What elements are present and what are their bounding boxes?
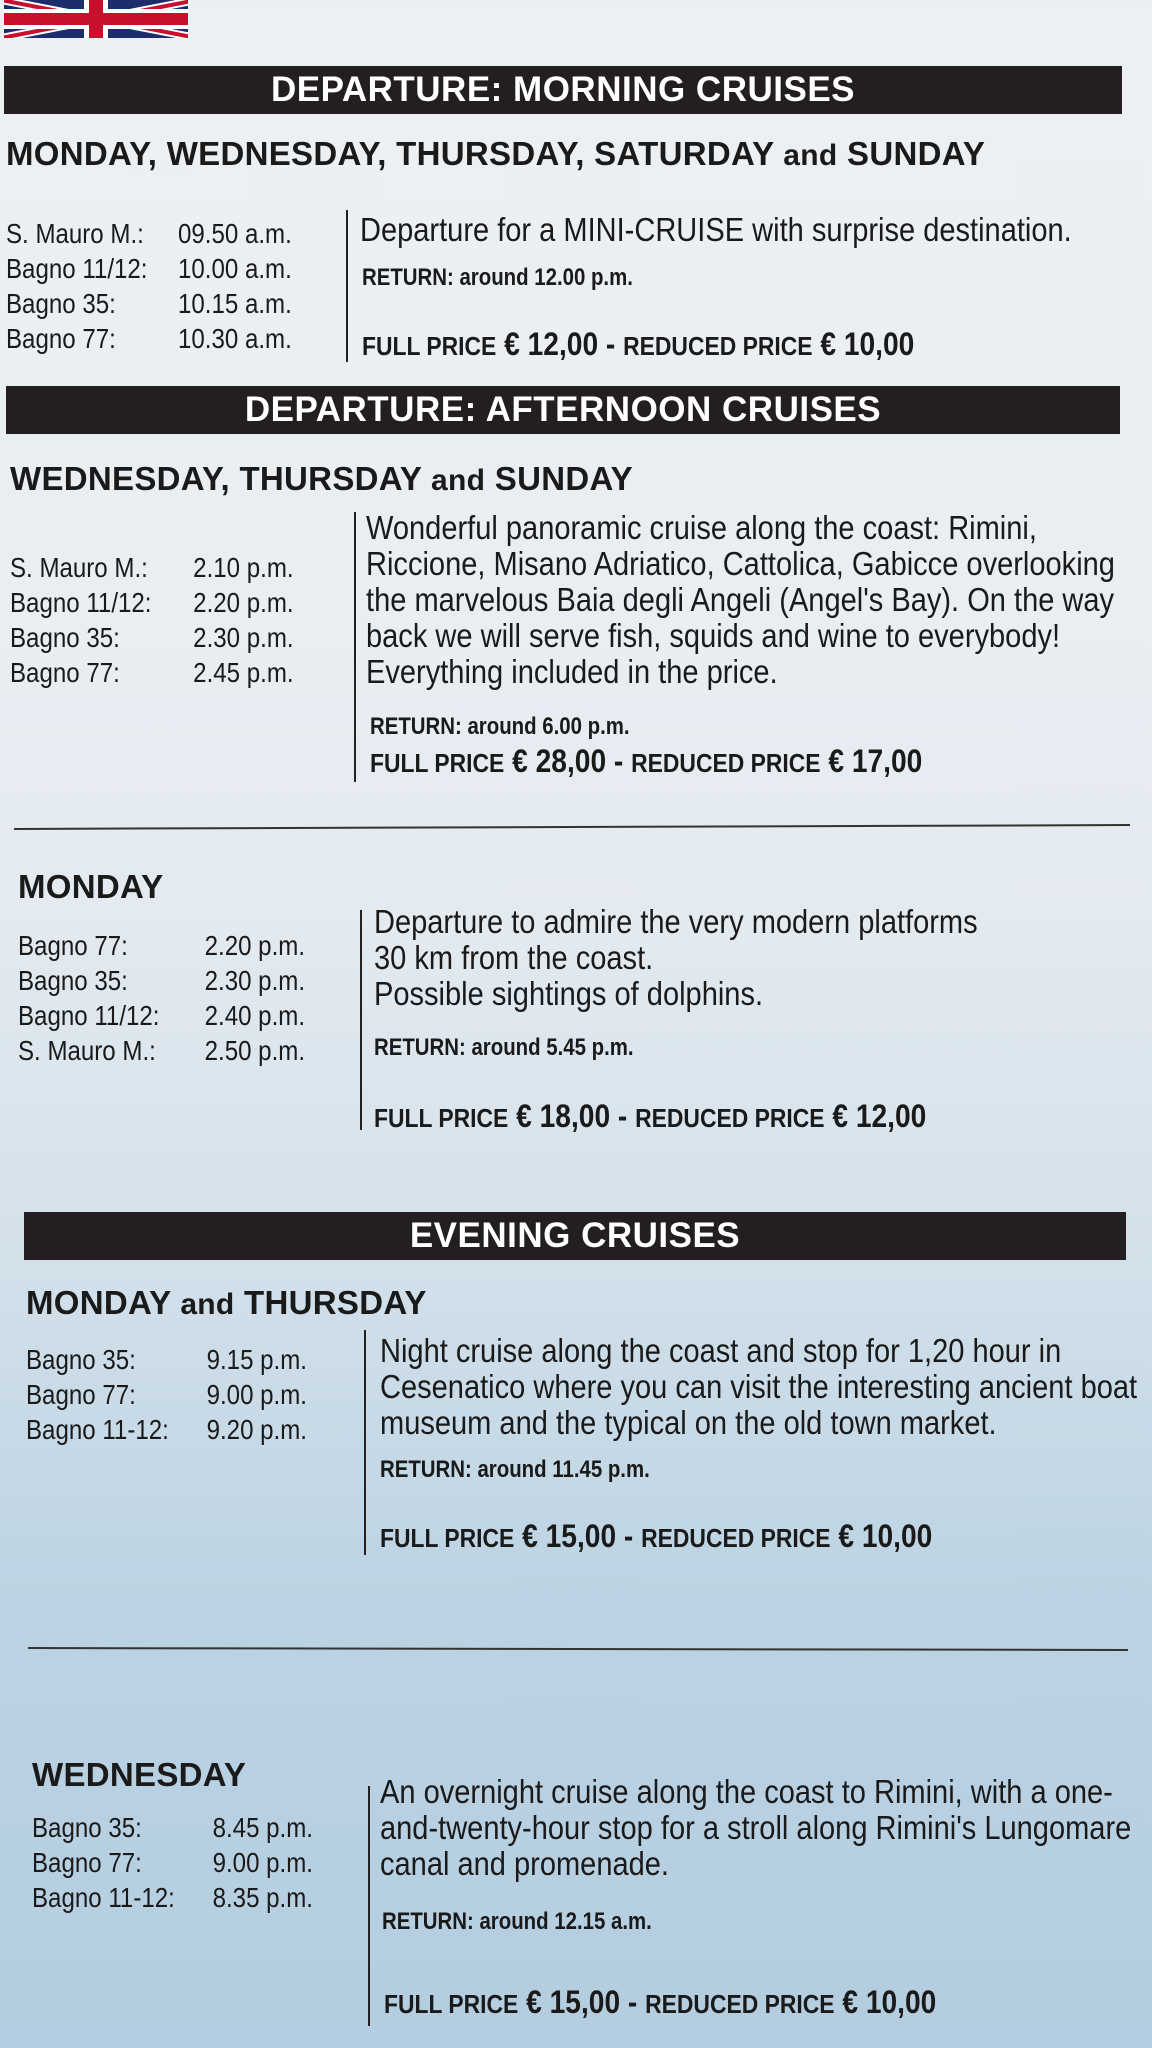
text-segment: MONDAY (18, 868, 164, 905)
text-segment: SUNDAY (847, 135, 986, 172)
stop-time: 2.30 p.m. (204, 965, 306, 996)
stop-row (18, 1035, 315, 1070)
wednesday-description: An overnight cruise along the coast to Rimini, with a one-and-twenty-hour stop for a stroll along Rimini's Lungomare canal and promenade. (380, 1773, 1132, 1882)
stop-time: 9.20 p.m. (206, 1414, 307, 1445)
evening-stops (26, 1344, 318, 1449)
monday-price: FULL PRICE € 18,00 - REDUCED PRICE € 12,00 (374, 1098, 927, 1134)
text-segment: € 15,00 (522, 1518, 617, 1554)
afternoon-return: RETURN: around 6.00 p.m. (370, 713, 630, 740)
stop-place: Bagno 35: (10, 622, 120, 653)
stop-place: Bagno 35: (6, 288, 116, 319)
text-segment: REDUCED PRICE (623, 331, 813, 361)
stop-place: Bagno 11-12: (32, 1882, 175, 1913)
description-line: Departure to admire the very modern platforms (374, 903, 978, 940)
stop-row (18, 1000, 315, 1035)
description-line: 30 km from the coast. (374, 939, 654, 976)
morning-stops (6, 218, 298, 358)
text-segment: WEDNESDAY (32, 1756, 247, 1793)
text-segment: REDUCED PRICE (631, 748, 821, 778)
stop-row (10, 657, 307, 692)
monday-stops (18, 930, 315, 1070)
stop-time: 10.00 a.m. (178, 253, 292, 284)
stop-row (10, 587, 307, 622)
monday-days (18, 868, 163, 906)
text-segment: FULL PRICE (384, 1989, 519, 2019)
text-segment: WEDNESDAY, THURSDAY (10, 460, 422, 497)
text-segment: and (783, 139, 838, 172)
morning-days (6, 135, 985, 173)
afternoon-price: FULL PRICE € 28,00 - REDUCED PRICE € 17,00 (370, 743, 923, 779)
divider (346, 210, 348, 362)
stop-time: 2.40 p.m. (204, 1000, 306, 1031)
stop-time: 8.45 p.m. (212, 1812, 313, 1843)
section-rule (28, 1647, 1128, 1651)
text-segment: FULL PRICE (370, 748, 505, 778)
morning-description: Departure for a MINI-CRUISE with surprise destination. (360, 211, 1072, 248)
text-segment: SUNDAY (494, 460, 633, 497)
stop-time: 10.30 a.m. (178, 323, 292, 354)
stop-place: Bagno 11/12: (18, 1000, 160, 1031)
divider (364, 1330, 366, 1555)
monday-return: RETURN: around 5.45 p.m. (374, 1034, 634, 1061)
stop-place: Bagno 77: (6, 323, 116, 354)
monday-description (374, 904, 1148, 1012)
afternoon-days (10, 460, 633, 498)
stop-place: Bagno 35: (18, 965, 128, 996)
text-segment: MONDAY, WEDNESDAY, THURSDAY, SATURDAY (6, 135, 774, 172)
evening-description: Night cruise along the coast and stop for 1,20 hour in Cesenatico where you can visit the interesting ancient boat museum and the typical on the old town market. (380, 1332, 1138, 1441)
text-segment: € 12,00 (832, 1098, 927, 1134)
morning-banner: DEPARTURE: MORNING CRUISES (4, 66, 1122, 114)
wednesday-return: RETURN: around 12.15 a.m. (382, 1908, 652, 1935)
text-segment: € 10,00 (838, 1518, 933, 1554)
afternoon-stops (10, 552, 307, 692)
stop-time: 2.20 p.m. (204, 930, 306, 961)
text-segment: FULL PRICE (374, 1103, 509, 1133)
stop-time: 2.50 p.m. (204, 1035, 306, 1066)
wednesday-days (32, 1756, 246, 1794)
stop-row (18, 930, 315, 965)
text-segment: € 10,00 (820, 326, 915, 362)
stop-row (18, 965, 315, 1000)
text-segment: FULL PRICE (362, 331, 497, 361)
stop-time: 9.00 p.m. (212, 1847, 313, 1878)
description-line: Possible sightings of dolphins. (374, 975, 764, 1012)
text-segment: € 15,00 (526, 1984, 621, 2020)
stop-row (6, 218, 298, 253)
stop-place: S. Mauro M.: (6, 218, 144, 249)
stop-place: Bagno 77: (10, 657, 120, 688)
stop-place: S. Mauro M.: (10, 552, 148, 583)
stop-row (6, 253, 298, 288)
stop-row (10, 552, 307, 587)
stop-row (32, 1812, 324, 1847)
stop-place: Bagno 35: (32, 1812, 142, 1843)
text-segment: € 10,00 (842, 1984, 937, 2020)
text-segment: REDUCED PRICE (645, 1989, 835, 2019)
stop-time: 9.00 p.m. (206, 1379, 307, 1410)
stop-place: Bagno 77: (18, 930, 128, 961)
text-segment: € 17,00 (828, 743, 923, 779)
text-segment: REDUCED PRICE (641, 1523, 831, 1553)
stop-time: 2.30 p.m. (193, 622, 294, 653)
stop-place: Bagno 77: (26, 1379, 136, 1410)
stop-place: Bagno 11/12: (10, 587, 152, 618)
text-segment: MONDAY (26, 1284, 171, 1321)
text-segment: € 18,00 (516, 1098, 611, 1134)
text-segment: THURSDAY (244, 1284, 427, 1321)
stop-time: 10.15 a.m. (178, 288, 292, 319)
evening-price: FULL PRICE € 15,00 - REDUCED PRICE € 10,00 (380, 1518, 933, 1554)
stop-place: S. Mauro M.: (18, 1035, 156, 1066)
text-segment: € 28,00 (512, 743, 607, 779)
afternoon-description: Wonderful panoramic cruise along the coast: Rimini, Riccione, Misano Adriatico, Cattolica, Gabicce overlooking the marvelous Baia degli Angeli (Angel's Bay). On the way back we will serve fish, squids and wine to everybody! Everything included in the price. (366, 509, 1115, 690)
stop-place: Bagno 35: (26, 1344, 136, 1375)
stop-row (32, 1882, 324, 1917)
stop-time: 8.35 p.m. (212, 1882, 313, 1913)
morning-return: RETURN: around 12.00 p.m. (362, 264, 633, 291)
text-segment: and (180, 1288, 235, 1321)
stop-time: 2.20 p.m. (193, 587, 294, 618)
evening-return: RETURN: around 11.45 p.m. (380, 1456, 650, 1483)
uk-flag-icon (4, 0, 188, 38)
evening-days (26, 1284, 427, 1322)
morning-price: FULL PRICE € 12,00 - REDUCED PRICE € 10,00 (362, 326, 915, 362)
divider (354, 512, 356, 782)
stop-row (26, 1344, 318, 1379)
stop-time: 09.50 a.m. (178, 218, 292, 249)
divider (360, 910, 362, 1130)
stop-row (6, 323, 298, 358)
stop-time: 9.15 p.m. (206, 1344, 307, 1375)
section-rule (14, 824, 1130, 830)
stop-place: Bagno 11-12: (26, 1414, 169, 1445)
stop-place: Bagno 77: (32, 1847, 142, 1878)
text-segment: FULL PRICE (380, 1523, 515, 1553)
stop-row (26, 1414, 318, 1449)
divider (368, 1786, 370, 2026)
stop-row (6, 288, 298, 323)
text-segment: and (431, 464, 486, 497)
stop-row (32, 1847, 324, 1882)
wednesday-stops (32, 1812, 324, 1917)
evening-banner: EVENING CRUISES (24, 1212, 1126, 1260)
stop-row (10, 622, 307, 657)
afternoon-banner: DEPARTURE: AFTERNOON CRUISES (6, 386, 1120, 434)
stop-time: 2.45 p.m. (193, 657, 294, 688)
stop-row (26, 1379, 318, 1414)
stop-place: Bagno 11/12: (6, 253, 148, 284)
text-segment: € 12,00 (504, 326, 599, 362)
text-segment: REDUCED PRICE (635, 1103, 825, 1133)
stop-time: 2.10 p.m. (193, 552, 294, 583)
wednesday-price: FULL PRICE € 15,00 - REDUCED PRICE € 10,00 (384, 1984, 937, 2020)
